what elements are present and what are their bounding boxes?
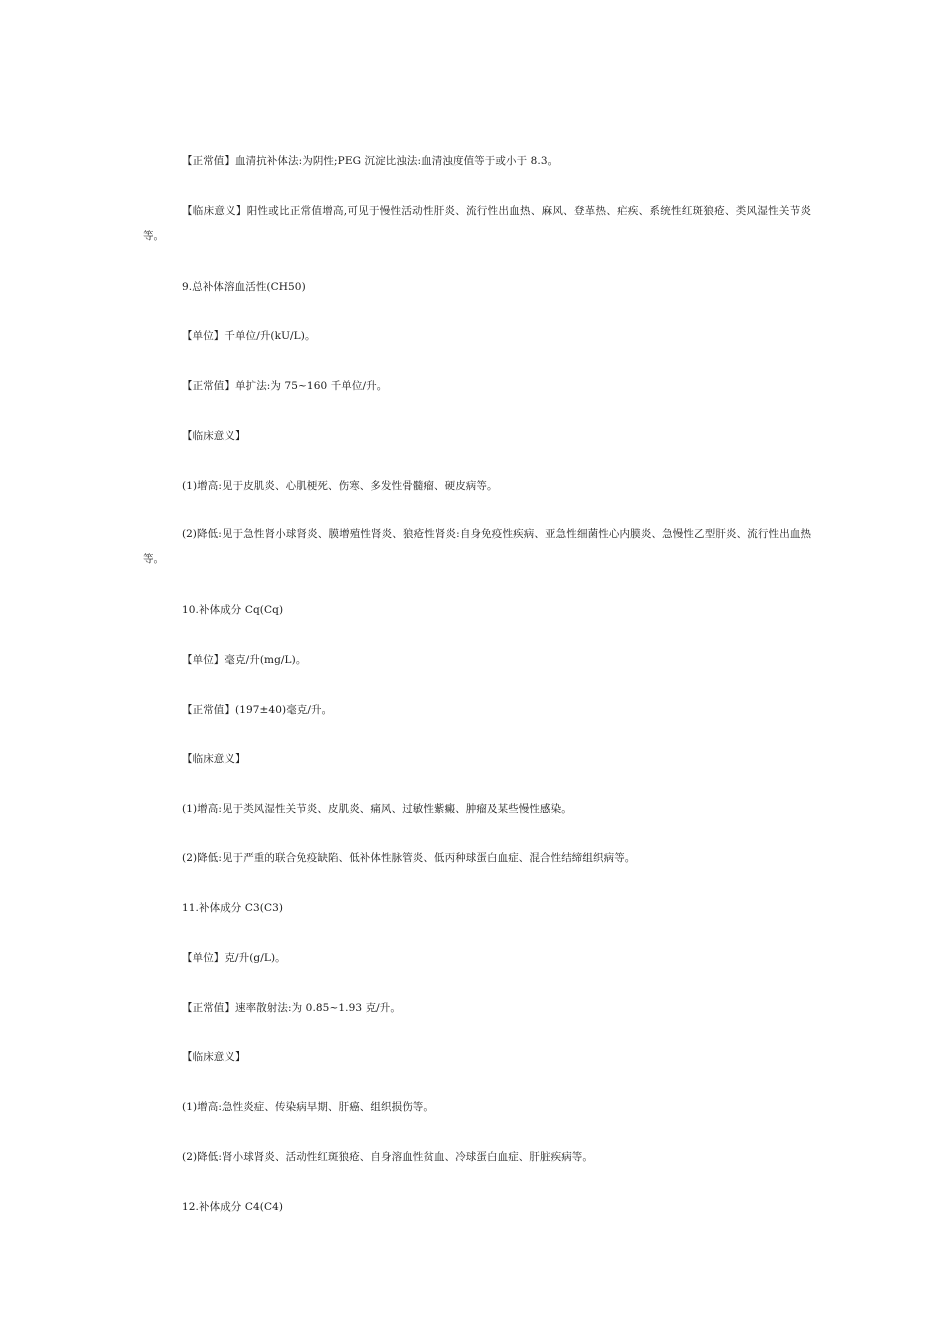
unit-paragraph: 【单位】毫克/升(mg/L)。 — [182, 654, 307, 666]
section-heading-cq: 10.补体成分 Cq(Cq) — [182, 604, 284, 616]
clinical-significance-heading: 【临床意义】 — [182, 430, 246, 442]
increase-paragraph: (1)增高:见于皮肌炎、心肌梗死、伤寒、多发性骨髓瘤、硬皮病等。 — [182, 480, 498, 492]
section-heading-ch50: 9.总补体溶血活性(CH50) — [182, 281, 306, 293]
clinical-significance-paragraph: 【临床意义】阳性或比正常值增高,可见于慢性活动性肝炎、流行性出血热、麻风、登革热、疟疾、系统性红斑狼疮、类风湿性关节炎等。 — [143, 205, 811, 242]
increase-paragraph: (1)增高:急性炎症、传染病早期、肝癌、组织损伤等。 — [182, 1101, 435, 1113]
normal-value-paragraph: 【正常值】(197±40)毫克/升。 — [182, 704, 333, 716]
normal-value-paragraph: 【正常值】速率散射法:为 0.85~1.93 克/升。 — [182, 1002, 402, 1014]
decrease-paragraph: (2)降低:见于急性肾小球肾炎、膜增殖性肾炎、狼疮性肾炎:自身免疫性疾病、亚急性细菌性心内膜炎、急慢性乙型肝炎、流行性出血热等。 — [143, 528, 811, 565]
decrease-paragraph: (2)降低:肾小球肾炎、活动性红斑狼疮、自身溶血性贫血、冷球蛋白血症、肝脏疾病等。 — [182, 1151, 594, 1163]
increase-paragraph: (1)增高:见于类风湿性关节炎、皮肌炎、痛风、过敏性紫癜、肿瘤及某些慢性感染。 — [182, 803, 572, 815]
normal-value-paragraph: 【正常值】单扩法:为 75~160 千单位/升。 — [182, 380, 388, 392]
clinical-significance-heading: 【临床意义】 — [182, 753, 246, 765]
section-heading-c3: 11.补体成分 C3(C3) — [182, 902, 284, 914]
clinical-significance-heading: 【临床意义】 — [182, 1051, 246, 1063]
decrease-paragraph: (2)降低:见于严重的联合免疫缺陷、低补体性脉管炎、低丙种球蛋白血症、混合性结缔组织病等。 — [182, 852, 636, 864]
unit-paragraph: 【单位】克/升(g/L)。 — [182, 952, 286, 964]
unit-paragraph: 【单位】千单位/升(kU/L)。 — [182, 330, 316, 342]
normal-value-paragraph: 【正常值】血清抗补体法:为阴性;PEG 沉淀比浊法:血清浊度值等于或小于 8.3。 — [182, 155, 559, 167]
section-heading-c4: 12.补体成分 C4(C4) — [182, 1201, 284, 1213]
